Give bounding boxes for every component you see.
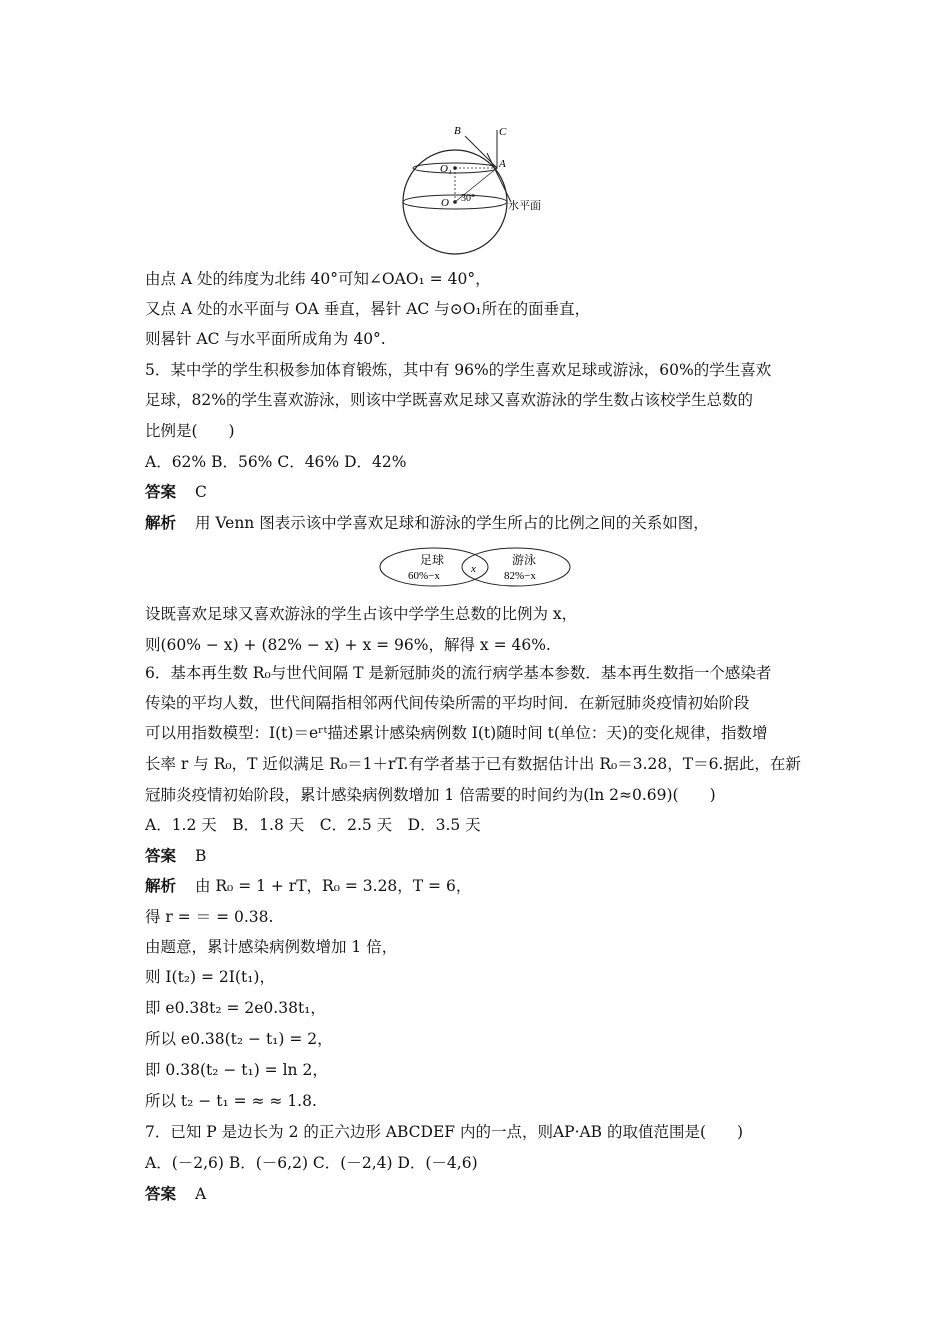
answer-label: 答案 (145, 847, 177, 865)
venn-right-value: 82%−x (504, 570, 536, 582)
text-line: 则晷针 AC 与水平面所成角为 40°. (145, 330, 386, 348)
analysis-text: 由 R₀ = 1 + rT，R₀ = 3.28，T = 6， (194, 877, 472, 895)
label-angle: 30° (461, 193, 475, 204)
solution-step: 得 r = ＝ = 0.38. (145, 908, 274, 926)
label-C: C (499, 126, 507, 138)
question-6-line: 冠肺炎疫情初始阶段，累计感染病例数增加 1 倍需要的时间约为(ln 2≈0.69)( ) (145, 786, 716, 804)
analysis-text: 用 Venn 图表示该中学喜欢足球和游泳的学生所占的比例之间的关系如图， (194, 514, 709, 532)
label-A: A (499, 158, 506, 170)
answer-7 (145, 1183, 206, 1205)
text-line: 由点 A 处的纬度为北纬 40°可知∠OAO₁ = 40°， (145, 270, 491, 288)
answer-label: 答案 (145, 483, 177, 501)
answer-label: 答案 (145, 1185, 177, 1203)
solution-step: 即 0.38(t₂ − t₁) = ln 2， (145, 1061, 328, 1079)
solution-step: 由题意，累计感染病例数增加 1 倍， (145, 938, 398, 956)
venn-diagram (378, 545, 572, 589)
answer-5 (145, 481, 207, 503)
text-line: 则(60% − x) + (82% − x) + x = 96%，解得 x = 46%. (145, 636, 551, 654)
point-O (453, 200, 457, 204)
answer-value: B (194, 847, 207, 865)
label-plane: 水平面 (508, 200, 541, 212)
question-6-line: 6．基本再生数 R₀与世代间隔 T 是新冠肺炎的流行病学基本参数．基本再生数指一个感染者 (145, 664, 772, 682)
answer-value: A (194, 1185, 207, 1203)
analysis-5 (145, 512, 709, 534)
analysis-6 (145, 875, 471, 897)
solution-step: 所以 e0.38(t₂ − t₁) = 2， (145, 1030, 333, 1048)
sphere-sundial-figure (395, 118, 565, 258)
text-line: 又点 A 处的水平面与 OA 垂直，晷针 AC 与⊙O₁所在的面垂直， (145, 300, 591, 318)
analysis-label: 解析 (145, 877, 177, 895)
question-6-line: 长率 r 与 R₀，T 近似满足 R₀＝1＋rT.有学者基于已有数据估计出 R₀＝3.28，T＝6.据此，在新 (145, 755, 801, 773)
answer-value: C (194, 483, 207, 501)
question-7-options: A．(－2,6) B．(－6,2) C．(－2,4) D．(－4,6) (145, 1154, 478, 1172)
question-5-line: 5．某中学的学生积极参加体育锻炼，其中有 96%的学生喜欢足球或游泳，60%的学生喜欢 (145, 361, 772, 379)
solution-step: 则 I(t₂) = 2I(t₁)， (145, 968, 275, 986)
question-6-options: A．1.2 天 B．1.8 天 C．2.5 天 D．3.5 天 (145, 816, 481, 834)
answer-6 (145, 845, 206, 867)
analysis-label: 解析 (145, 514, 177, 532)
label-O1: O₁ (440, 163, 452, 175)
solution-step: 即 e0.38t₂ = 2e0.38t₁， (145, 999, 326, 1017)
label-O: O (441, 197, 449, 209)
question-5-options: A．62% B．56% C．46% D．42% (145, 453, 407, 471)
question-6-line: 传染的平均人数，世代间隔指相邻两代间传染所需的平均时间．在新冠肺炎疫情初始阶段 (145, 694, 750, 712)
solution-step: 所以 t₂ − t₁ = ≈ ≈ 1.8. (145, 1092, 317, 1110)
question-5-line: 足球，82%的学生喜欢游泳，则该中学既喜欢足球又喜欢游泳的学生数占该校学生总数的 (145, 391, 753, 409)
label-B: B (454, 125, 461, 137)
venn-left-title: 足球 (420, 553, 445, 567)
question-7-line: 7．已知 P 是边长为 2 的正六边形 ABCDEF 内的一点，则AP·AB 的取值范围是( ) (145, 1123, 744, 1141)
venn-left-value: 60%−x (408, 570, 440, 582)
text-line: 设既喜欢足球又喜欢游泳的学生占该中学学生总数的比例为 x， (145, 605, 578, 623)
question-5-line: 比例是( ) (145, 422, 235, 440)
venn-center: x (471, 563, 476, 575)
point-O1 (453, 166, 457, 170)
venn-right-title: 游泳 (512, 553, 537, 567)
question-6-line: 可以用指数模型：I(t)＝eʳᵗ描述累计感染病例数 I(t)随时间 t(单位：天)的变化规律，指数增 (145, 724, 768, 742)
